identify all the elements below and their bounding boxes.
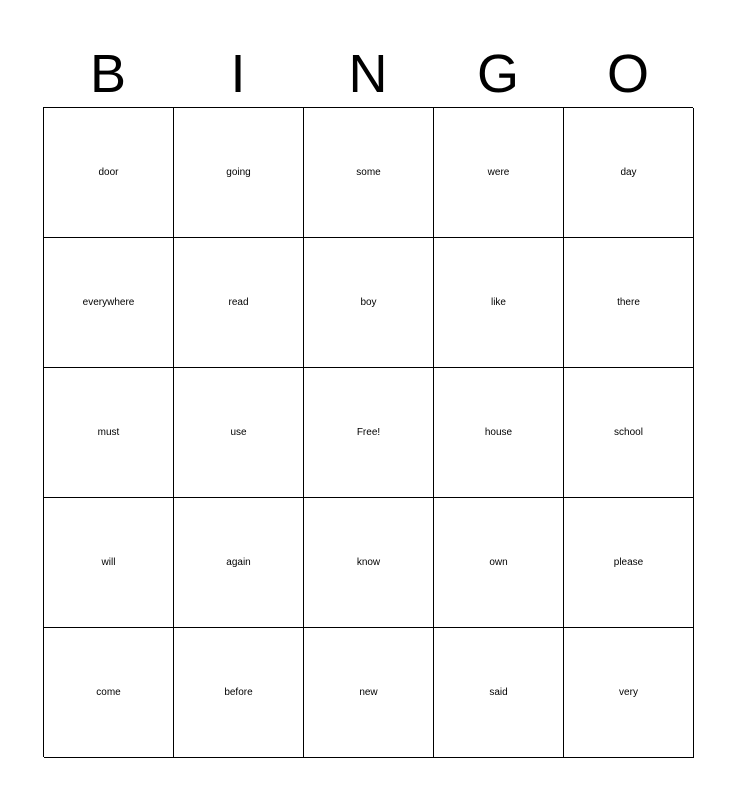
bingo-cell: use <box>174 368 304 498</box>
bingo-cell: please <box>564 498 694 628</box>
bingo-cell: must <box>44 368 174 498</box>
bingo-cell: door <box>44 108 174 238</box>
bingo-cell: will <box>44 498 174 628</box>
bingo-cell: know <box>304 498 434 628</box>
bingo-cell: school <box>564 368 694 498</box>
bingo-cell: said <box>434 628 564 758</box>
bingo-cell: very <box>564 628 694 758</box>
header-letter-o: O <box>606 44 649 104</box>
bingo-cell: before <box>174 628 304 758</box>
bingo-cell: own <box>434 498 564 628</box>
bingo-cell: come <box>44 628 174 758</box>
bingo-cell: were <box>434 108 564 238</box>
bingo-cell: everywhere <box>44 238 174 368</box>
header-letter-b: B <box>89 44 127 104</box>
bingo-cell: some <box>304 108 434 238</box>
free-space-cell: Free! <box>304 368 434 498</box>
header-letter-i: I <box>230 44 246 104</box>
bingo-cell: again <box>174 498 304 628</box>
bingo-header <box>43 42 693 106</box>
header-letter-g: G <box>476 44 519 104</box>
bingo-cell: going <box>174 108 304 238</box>
bingo-board <box>43 107 693 757</box>
bingo-cell: boy <box>304 238 434 368</box>
bingo-cell: new <box>304 628 434 758</box>
bingo-cell: day <box>564 108 694 238</box>
bingo-cell: house <box>434 368 564 498</box>
bingo-cell: like <box>434 238 564 368</box>
header-letter-n: N <box>348 44 388 104</box>
bingo-cell: read <box>174 238 304 368</box>
bingo-cell: there <box>564 238 694 368</box>
